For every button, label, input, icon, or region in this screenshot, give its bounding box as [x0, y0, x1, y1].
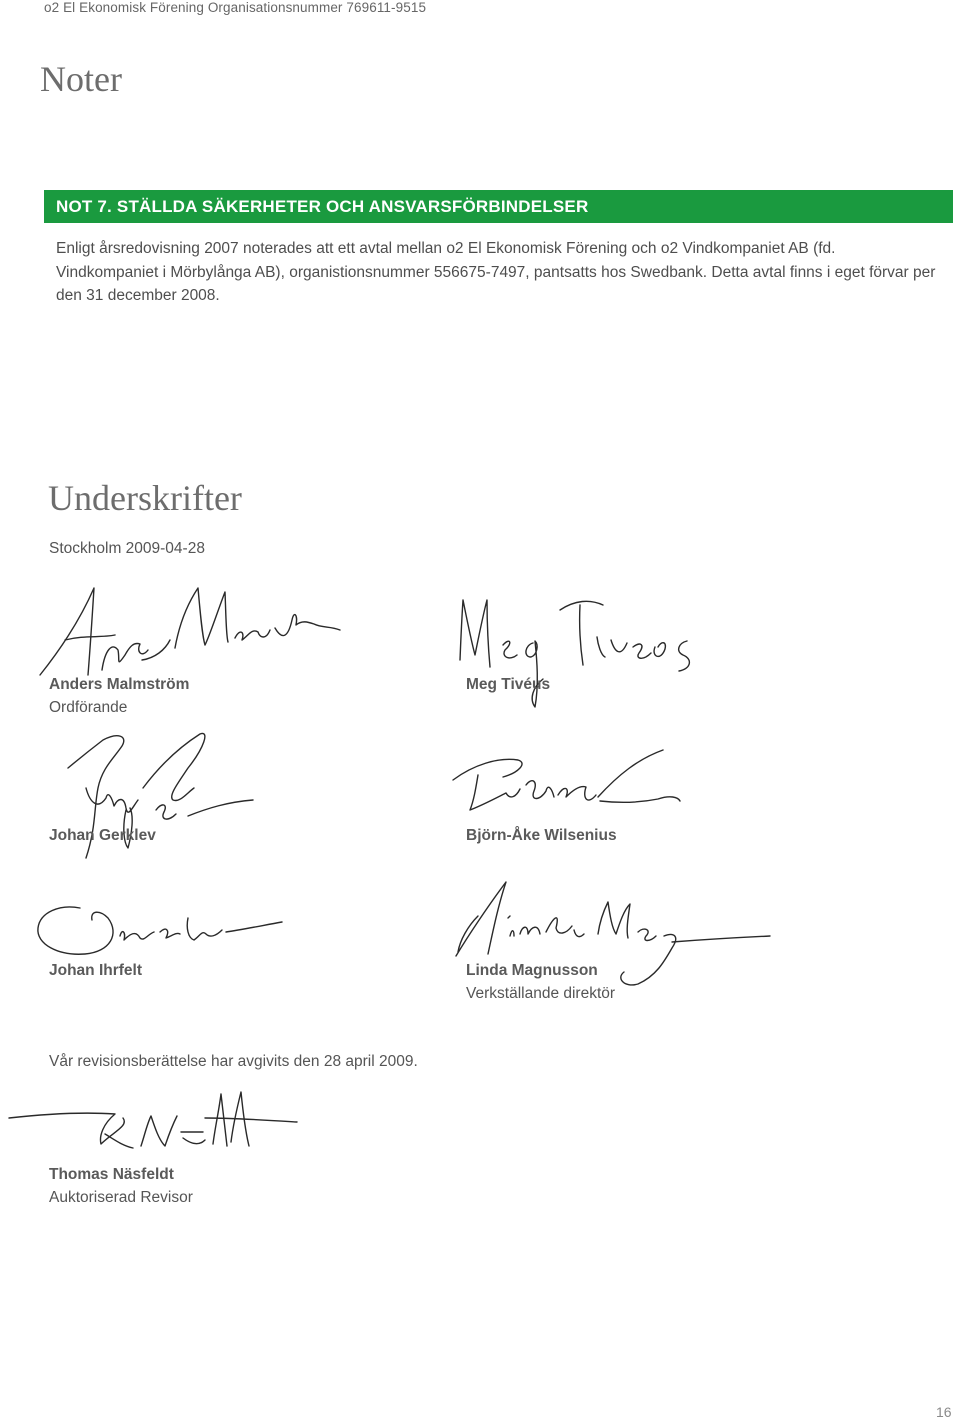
signer-name-meg-tiveus: Meg Tivéus — [466, 676, 551, 693]
page-number: 16 — [936, 1404, 952, 1420]
signature-thomas-nasfeldt — [5, 1088, 305, 1168]
signature-johan-ihrfelt — [30, 898, 300, 968]
signer-name-johan-ihrfelt: Johan Ihrfelt — [49, 962, 143, 979]
note-7-body: Enligt årsredovisning 2007 noterades att ett avtal mellan o2 El Ekonomisk Förening och o2 Vindkompaniet AB (fd. Vindkompaniet i Mörbylånga AB), organistionsnummer 556675-7497, pantsatts hos Swedbank. Detta avtal finns i eget förvar per den 31 december 2008. — [56, 240, 936, 304]
signer-name-bjorn-ake-wilsenius: Björn-Åke Wilsenius — [466, 827, 617, 844]
auditor-role: Auktoriserad Revisor — [49, 1189, 193, 1206]
notes-title: Noter — [40, 59, 122, 99]
signer-role-linda-magnusson: Verkställande direktör — [466, 985, 616, 1002]
signature-bjorn-ake-wilsenius — [448, 745, 688, 825]
document-header: o2 El Ekonomisk Förening Organisationsnummer 769611-9515 — [44, 0, 427, 15]
signature-meg-tiveus — [455, 595, 715, 715]
note-7-heading: NOT 7. STÄLLDA SÄKERHETER OCH ANSVARSFÖRBINDELSER — [44, 190, 953, 223]
auditor-name: Thomas Näsfeldt — [49, 1166, 174, 1183]
signature-anders-malmstrom — [30, 580, 330, 690]
signer-name-anders-malmstrom: Anders Malmström — [49, 676, 190, 693]
signer-name-johan-gerklev: Johan Gerklev — [49, 827, 156, 844]
signer-role-anders-malmstrom: Ordförande — [49, 699, 128, 716]
audit-statement: Vår revisionsberättelse har avgivits den 28 april 2009. — [49, 1053, 418, 1070]
signer-name-linda-magnusson: Linda Magnusson — [466, 962, 598, 979]
signature-johan-gerklev — [28, 728, 268, 888]
signatures-title: Underskrifter — [48, 478, 242, 518]
signature-place-date: Stockholm 2009-04-28 — [49, 540, 205, 557]
